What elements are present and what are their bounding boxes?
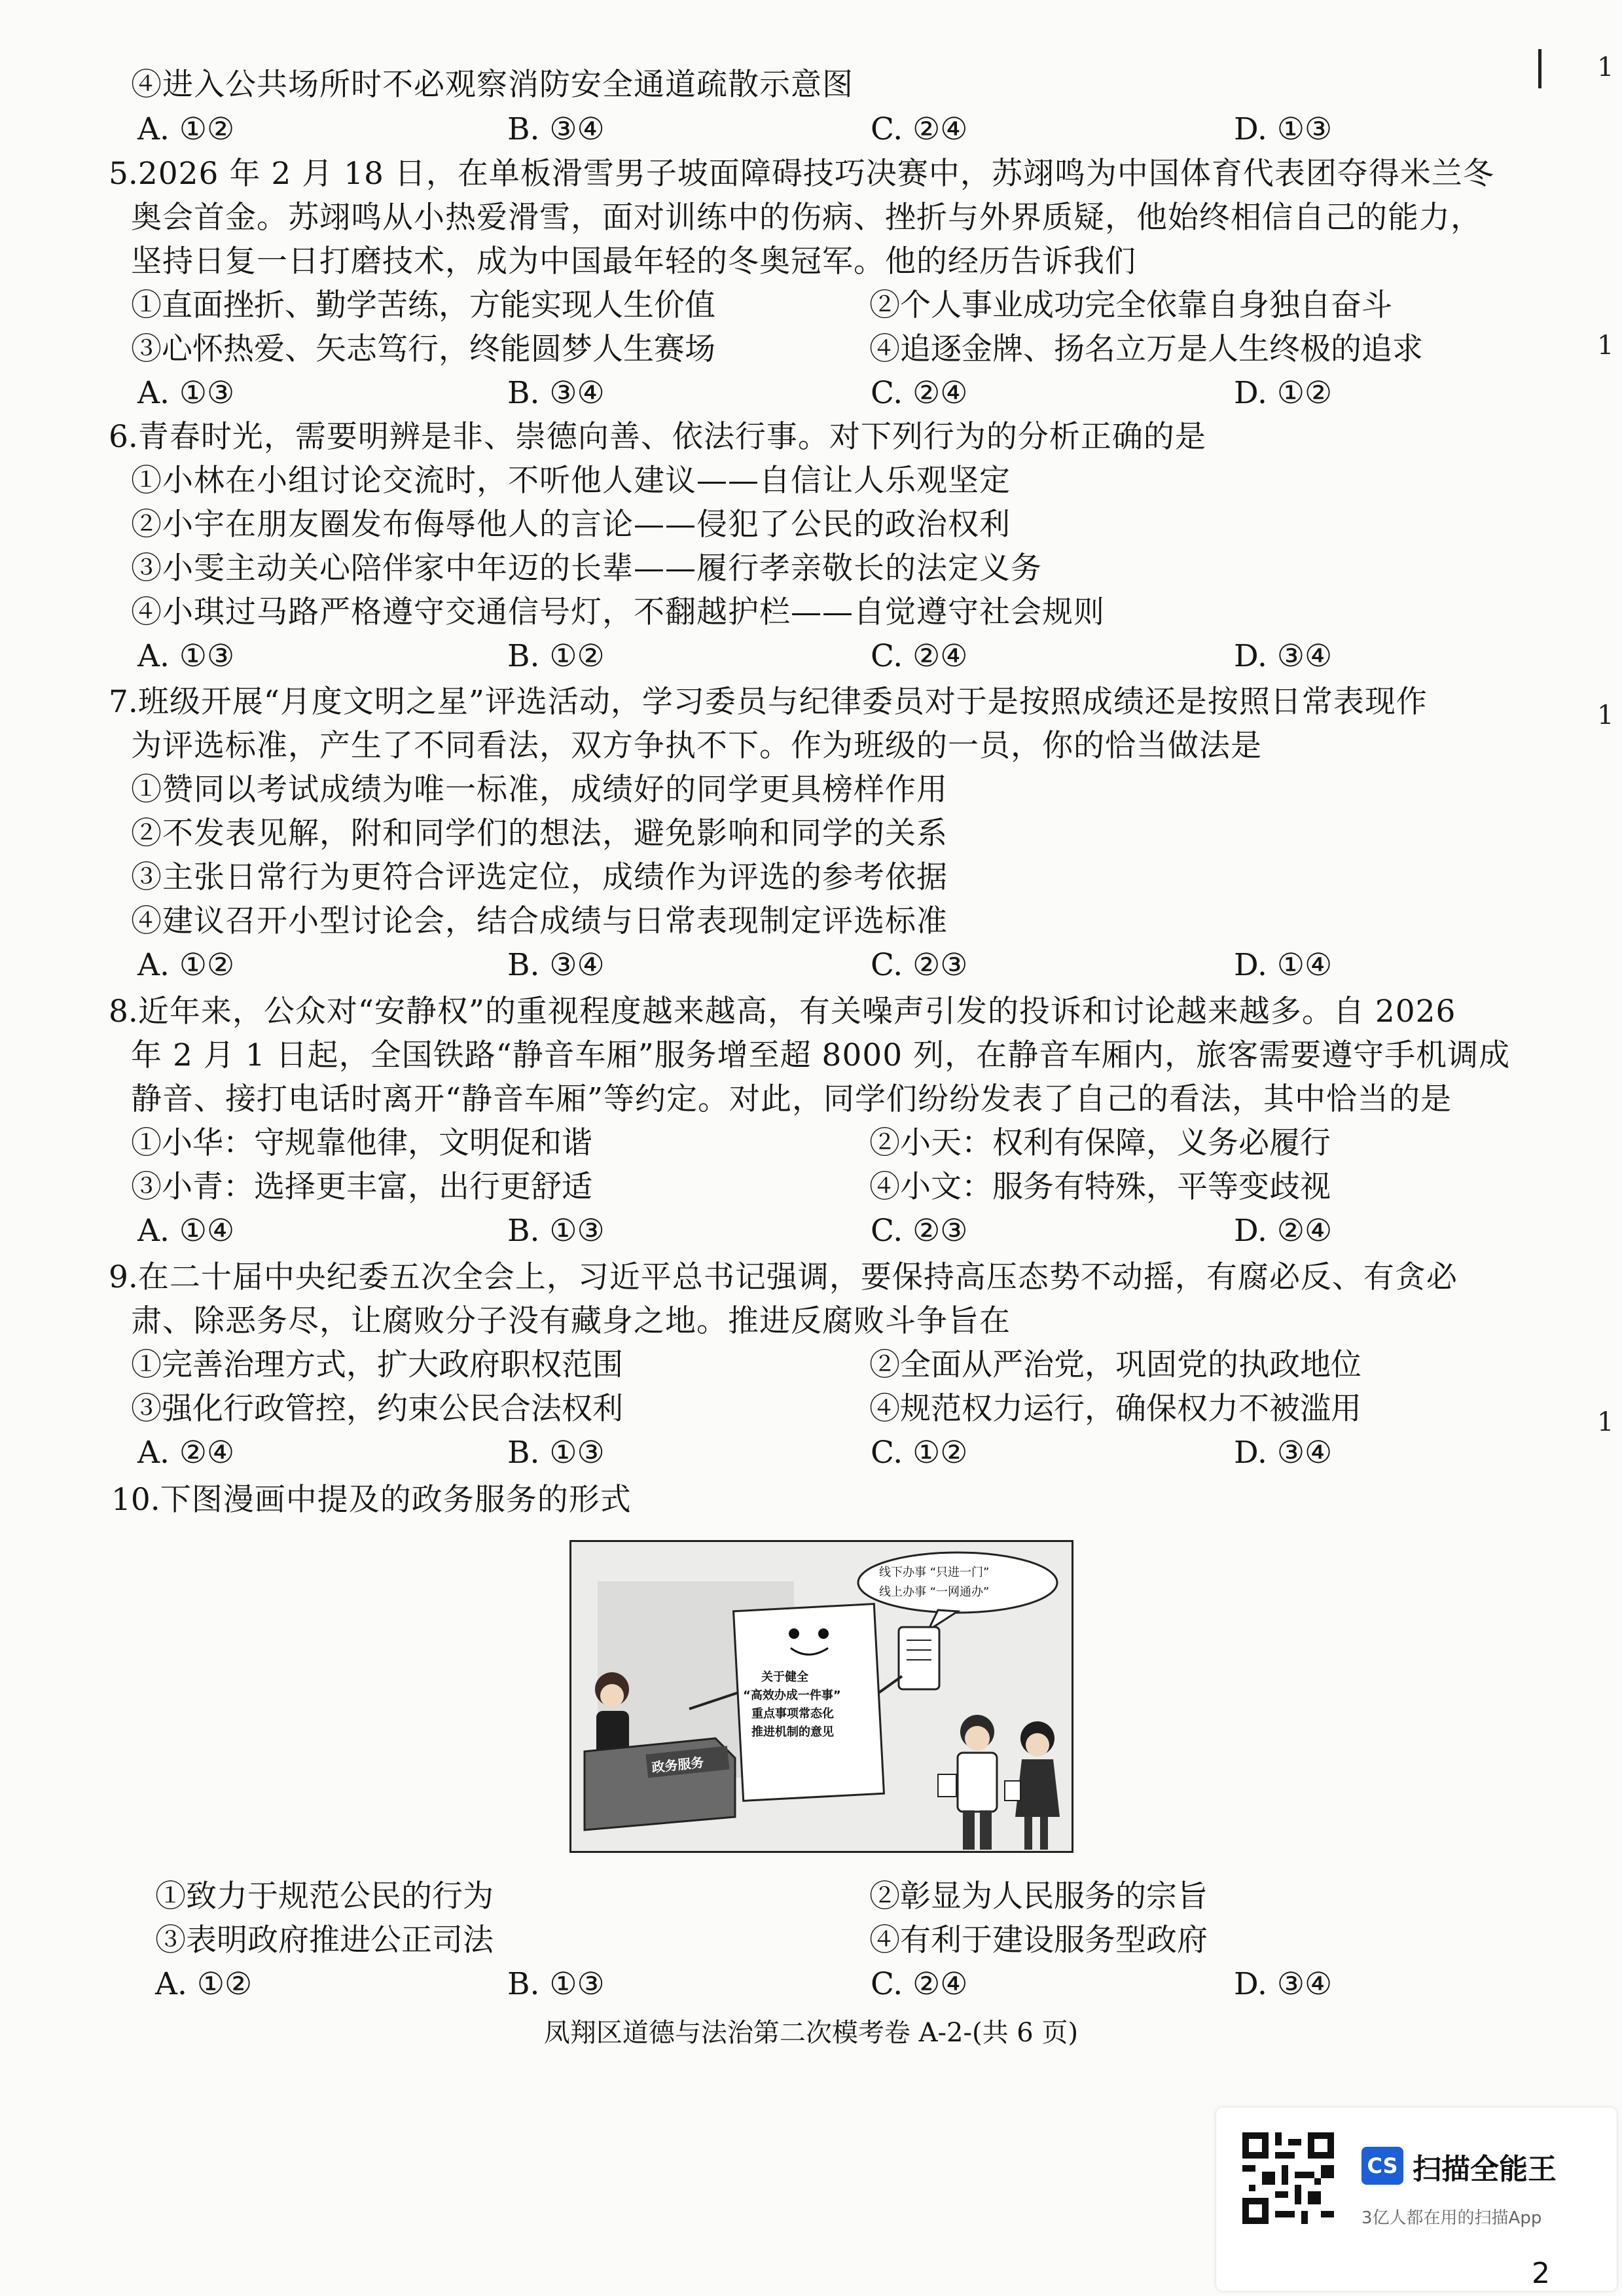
doc-line-1: 关于健全: [761, 1670, 808, 1684]
stem-line: 为评选标准，产生了不同看法，双方争执不下。作为班级的一员，你的恰当做法是: [131, 728, 1262, 764]
option-a: A. ①②: [137, 111, 235, 147]
option-b: B. ①③: [507, 1213, 605, 1249]
question-stem: [109, 992, 1456, 1031]
choice-item-1: ①小华：守规靠他律，文明促和谐: [131, 1125, 592, 1161]
corner-page-number: 2: [1532, 2257, 1550, 2290]
scan-edge-mark: [1538, 49, 1541, 88]
bubble-line-1: 线下办事 “只进一门”: [879, 1566, 990, 1579]
choice-item-1: ①致力于规范公民的行为: [155, 1878, 494, 1914]
choice-item-1: ①直面挫折、勤学苦练，方能实现人生价值: [131, 287, 715, 323]
option-d: D. ①②: [1234, 375, 1333, 411]
choice-item-1: ①小林在小组讨论交流时，不听他人建议——自信让人乐观坚定: [131, 463, 1011, 499]
question-stem: [109, 154, 1494, 194]
camscanner-logo: CS: [1361, 2147, 1403, 2185]
choice-item-4: ④追逐金牌、扬名立万是人生终极的追求: [869, 331, 1423, 367]
option-b: B. ③④: [507, 947, 605, 983]
option-a: A. ①②: [137, 947, 235, 983]
option-d: D. ①③: [1234, 111, 1333, 147]
choice-item-2: ②小宇在朋友圈发布侮辱他人的言论——侵犯了公民的政治权利: [131, 507, 1011, 543]
option-b: B. ①③: [507, 1966, 605, 2002]
camscanner-tagline: 3亿人都在用的扫描App: [1361, 2208, 1542, 2228]
choice-item-3: ③表明政府推进公正司法: [155, 1922, 494, 1958]
question-number: 8.: [109, 994, 138, 1030]
stem-line: 班级开展“月度文明之星”评选活动，学习委员与纪律委员对于是按照成绩还是按照日常表现作: [137, 684, 1428, 720]
question-stem: [109, 418, 1206, 457]
margin-mark: 1: [1597, 331, 1614, 361]
option-d: D. ③④: [1234, 638, 1333, 674]
qr-code-icon: [1242, 2132, 1334, 2224]
choice-item-3: ③主张日常行为更符合评选定位，成绩作为评选的参考依据: [131, 859, 948, 895]
choice-item-1: ①赞同以考试成绩为唯一标准，成绩好的同学更具榜样作用: [131, 772, 948, 808]
choice-item-4: ④建议召开小型讨论会，结合成绩与日常表现制定评选标准: [131, 903, 948, 939]
stem-line: 下图漫画中提及的政务服务的形式: [160, 1482, 632, 1518]
question-number: 6.: [109, 419, 138, 455]
option-d: D. ③④: [1234, 1966, 1333, 2002]
option-b: B. ①②: [507, 638, 605, 674]
question-number: 5.: [109, 156, 138, 192]
option-a: A. ①②: [155, 1966, 253, 2002]
option-d: D. ③④: [1234, 1435, 1333, 1471]
stem-line: 坚持日复一日打磨技术，成为中国最年轻的冬奥冠军。他的经历告诉我们: [131, 243, 1136, 279]
choice-item-1: ①完善治理方式，扩大政府职权范围: [131, 1347, 623, 1383]
stem-line: 奥会首金。苏翊鸣从小热爱滑雪，面对训练中的伤病、挫折与外界质疑，他始终相信自己的能力，: [131, 200, 1482, 236]
option-c: C. ②③: [871, 1213, 968, 1249]
option-a: A. ②④: [137, 1435, 235, 1471]
choice-item-4: ④规范权力运行，确保权力不被滥用: [869, 1391, 1361, 1427]
option-b: B. ③④: [507, 375, 605, 411]
desk-label: 政务服务: [651, 1754, 705, 1776]
option-d: D. ②④: [1234, 1213, 1333, 1249]
option-a: A. ①④: [137, 1213, 235, 1249]
question-stem: [109, 1258, 1458, 1297]
q4-item-4: ④进入公共场所时不必观察消防安全通道疏散示意图: [131, 67, 854, 103]
option-c: C. ②④: [871, 111, 968, 147]
stem-line: 静音、接打电话时离开“静音车厢”等约定。对此，同学们纷纷发表了自己的看法，其中恰当的是: [131, 1081, 1452, 1117]
scanner-watermark: [1216, 2108, 1617, 2291]
doc-line-3: 重点事项常态化: [751, 1707, 834, 1721]
option-d: D. ①④: [1234, 947, 1333, 983]
speech-bubble: [858, 1552, 1057, 1613]
choice-item-2: ②小天：权利有保障，义务必履行: [869, 1125, 1331, 1161]
stem-line: 近年来，公众对“安静权”的重视程度越来越高，有关噪声引发的投诉和讨论越来越多。自 2026: [137, 994, 1456, 1030]
page-footer: 凤翔区道德与法治第二次模考卷 A-2-(共 6 页): [543, 2018, 1079, 2048]
margin-mark: 1: [1597, 1407, 1614, 1437]
choice-item-2: ②不发表见解，附和同学们的想法，避免影响和同学的关系: [131, 816, 948, 852]
question-number: 9.: [109, 1259, 138, 1295]
option-b: B. ③④: [507, 111, 605, 147]
camscanner-brand: 扫描全能王: [1413, 2153, 1557, 2186]
stem-line: 青春时光，需要明辨是非、崇德向善、依法行事。对下列行为的分析正确的是: [137, 419, 1206, 455]
margin-mark: 1: [1597, 52, 1614, 82]
choice-item-4: ④有利于建设服务型政府: [869, 1922, 1208, 1958]
option-c: C. ②④: [871, 638, 968, 674]
choice-item-2: ②彰显为人民服务的宗旨: [869, 1878, 1208, 1914]
option-b: B. ①③: [507, 1435, 605, 1471]
doc-line-2: “高效办成一件事”: [743, 1689, 841, 1702]
stem-line: 肃、除恶务尽，让腐败分子没有藏身之地。推进反腐败斗争旨在: [131, 1303, 1011, 1339]
stem-line: 2026 年 2 月 18 日，在单板滑雪男子坡面障碍技巧决赛中，苏翊鸣为中国体育代表团夺得米兰冬: [137, 156, 1494, 192]
choice-item-4: ④小文：服务有特殊，平等变歧视: [869, 1169, 1331, 1205]
question-stem: [109, 683, 1428, 722]
doc-line-4: 推进机制的意见: [751, 1725, 834, 1739]
choice-item-4: ④小琪过马路严格遵守交通信号灯，不翻越护栏——自觉遵守社会规则: [131, 594, 1105, 630]
bubble-line-2: 线上办事 “一网通办”: [879, 1585, 990, 1599]
choice-item-3: ③小青：选择更丰富，出行更舒适: [131, 1169, 592, 1205]
question-number: 7.: [109, 684, 138, 720]
option-a: A. ①③: [137, 375, 235, 411]
margin-mark: 1: [1597, 700, 1614, 730]
question-stem: [111, 1480, 632, 1520]
choice-item-2: ②全面从严治党，巩固党的执政地位: [869, 1347, 1361, 1383]
option-c: C. ②④: [871, 1966, 968, 2002]
choice-item-3: ③小雯主动关心陪伴家中年迈的长辈——履行孝亲敬长的法定义务: [131, 550, 1042, 586]
option-a: A. ①③: [137, 638, 235, 674]
option-c: C. ①②: [871, 1435, 968, 1471]
stem-line: 在二十届中央纪委五次全会上，习近平总书记强调，要保持高压态势不动摇，有腐必反、有贪必: [137, 1259, 1458, 1295]
cartoon-drawing: [571, 1542, 1073, 1853]
choice-item-3: ③强化行政管控，约束公民合法权利: [131, 1391, 623, 1427]
choice-item-3: ③心怀热爱、矢志笃行，终能圆梦人生赛场: [131, 331, 715, 367]
government-service-cartoon: [569, 1540, 1073, 1853]
stem-line: 年 2 月 1 日起，全国铁路“静音车厢”服务增至超 8000 列，在静音车厢内，旅客需要遵守手机调成: [131, 1037, 1511, 1073]
choice-item-2: ②个人事业成功完全依靠自身独自奋斗: [869, 287, 1392, 323]
tablet-icon: [899, 1627, 939, 1689]
option-c: C. ②④: [871, 375, 968, 411]
question-number: 10.: [111, 1482, 160, 1518]
option-c: C. ②③: [871, 947, 968, 983]
